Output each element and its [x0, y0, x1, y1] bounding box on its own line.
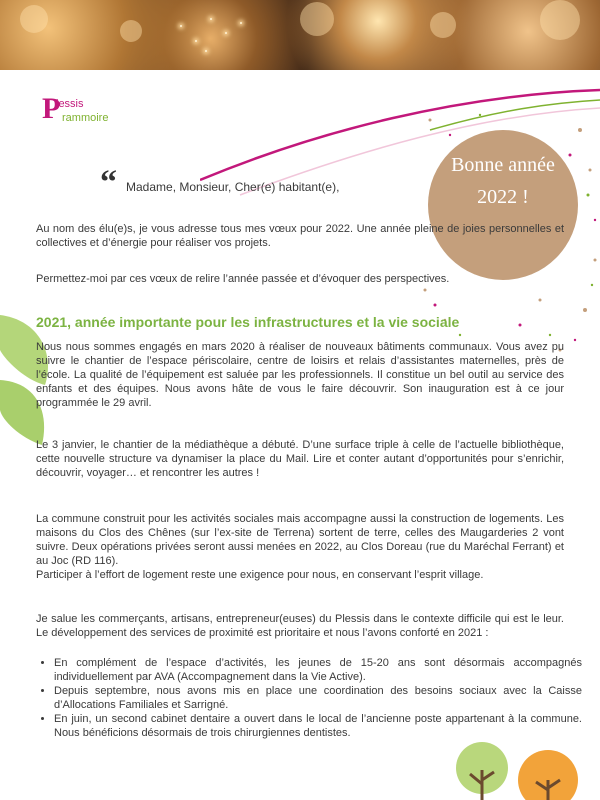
badge-line-2: 2022 ! [477, 186, 529, 208]
list-item: • En juin, un second cabinet dentaire a ouvert dans le local de l’ancienne poste appartenant à la commune. Nous bénéficions désormais de trois chirurgiennes dentistes. [54, 712, 582, 740]
badge-line-1: Bonne année [451, 154, 555, 176]
list-item: • Depuis septembre, nous avons mis en place une coordination des besoins sociaux avec la Caisse d’Allocations Familiales et Sarrigné. [54, 684, 582, 712]
services-list [36, 656, 582, 740]
new-year-badge [428, 130, 578, 280]
body-paragraph-3: La commune construit pour les activités sociales mais accompagne aussi la construction de logements. Les maisons du Clos des Chênes (sur l’ex-site de Terrena) sortent de terre, celles des Maugarderies 2 vont suivre. Deux opérations privées seront aussi menées en 2022, au Clos Doreau (rue du Maréchal Ferrant) et au Joc (RD 116). Participer à l’effort de logement reste une exigence pour nous, en conservant l’esprit village. [36, 513, 564, 581]
quote-mark-icon: “ [100, 164, 117, 201]
body-paragraph-2: Le 3 janvier, le chantier de la médiathèque a débuté. D’une surface triple à celle de l’actuelle bibliothèque, cette nouvelle structure va dynamiser la place du Mail. Lire et conter autant d’opportunités pour s’enrichir, découvrir, voyager… et rencontrer les autres ! [36, 439, 564, 479]
plessis-grammoire-logo: P lessis rammoire [42, 92, 109, 125]
intro-paragraph-2: Permettez-moi par ces vœux de relire l’année passée et d’évoquer des perspectives. [36, 273, 450, 285]
body-paragraph-1: Nous nous sommes engagés en mars 2020 à réaliser de nouveaux bâtiments communaux. Vous avez pu suivre le chantier de l’espace périscolaire, centre de loisirs et relais d’assistantes maternelles, près de l’école. La qualité de l’équipement est saluée par les professionnels. Il constitue un bel outil au service des enfants et des équipes. Nous avons hâte de vous le faire découvrir. Son inauguration est à ce jour programmée le 29 avril. [36, 341, 564, 409]
trees-decoration [430, 740, 600, 800]
intro-paragraph-1: Au nom des élu(e)s, je vous adresse tous mes vœux pour 2022. Une année pleine de joies personnelles et collectives et d’énergie pour réaliser vos projets. [36, 223, 564, 249]
logo-text-top: lessis [56, 98, 84, 110]
list-item: • En complément de l’espace d’activités, les jeunes de 15-20 ans sont désormais accompagnés individuellement par AVA (Accompagnement dans la Vie Active). [54, 656, 582, 684]
logo-text-bottom: rammoire [62, 112, 109, 124]
header-photo [0, 0, 600, 70]
greeting: Madame, Monsieur, Cher(e) habitant(e), [126, 180, 340, 194]
body-paragraph-4: Je salue les commerçants, artisans, entrepreneur(euses) du Plessis dans le contexte difficile qui est le leur. Le développement des services de proximité est prioritaire et nous l’avons conforté en 2021 : [36, 613, 564, 639]
section-title: 2021, année importante pour les infrastructures et la vie sociale [36, 314, 460, 330]
